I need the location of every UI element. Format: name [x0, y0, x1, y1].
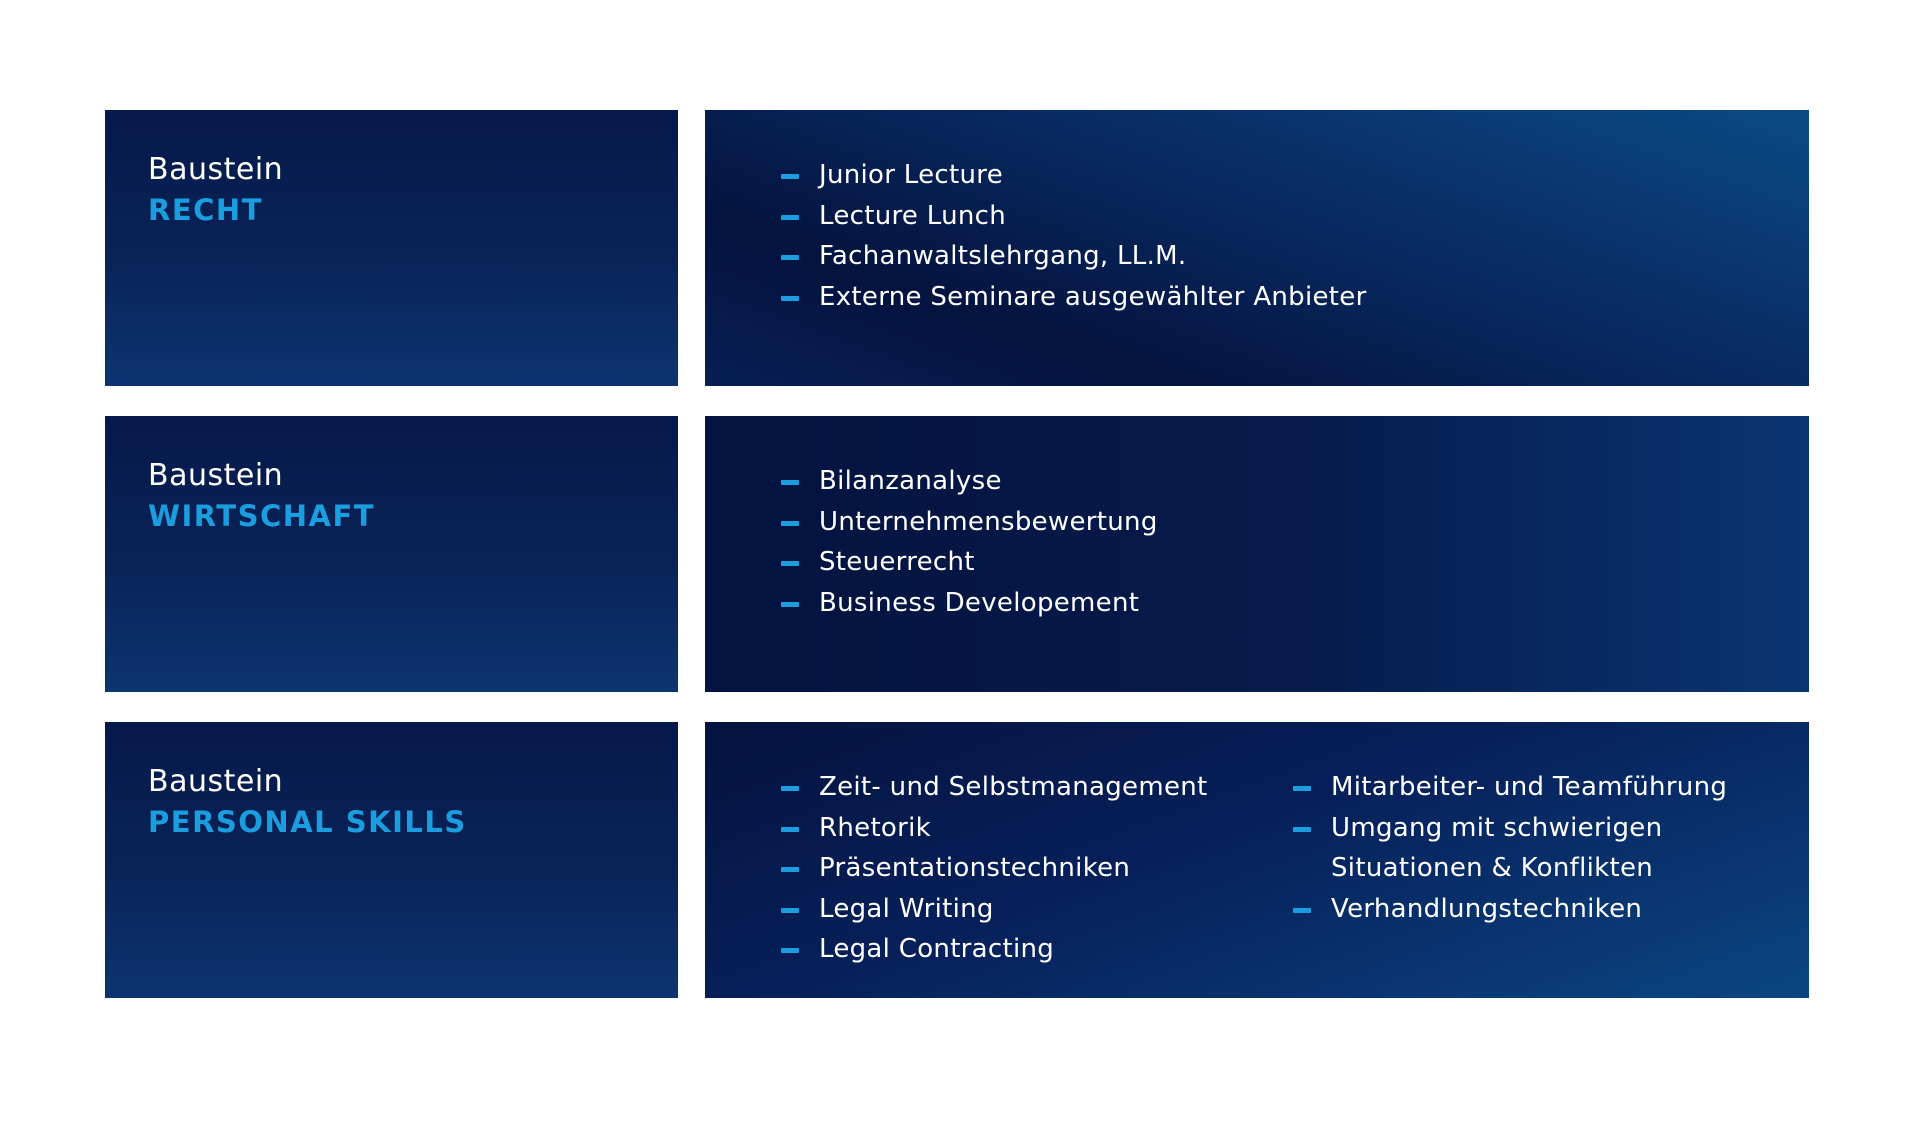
topic-list-left: [781, 767, 1208, 970]
block-label-panel: [105, 416, 678, 692]
list-item: [781, 461, 1809, 502]
list-item: [781, 929, 1208, 970]
list-item-label: Mitarbeiter- und Teamführung: [1331, 772, 1728, 802]
dash-bullet-icon: [781, 948, 799, 953]
block-label-panel: [105, 110, 678, 386]
list-item-label: Steuerrecht: [819, 547, 975, 577]
list-item: [781, 542, 1809, 583]
list-item: [1293, 767, 1727, 808]
block-wirtschaft: [105, 416, 1809, 692]
dash-bullet-icon: [781, 561, 799, 566]
list-item-label: Verhandlungstechniken: [1331, 893, 1643, 924]
list-item: [781, 236, 1809, 277]
list-item: [781, 848, 1208, 889]
list-item-label: Lecture Lunch: [819, 200, 1007, 231]
topic-list-right: [1293, 767, 1727, 929]
list-item: [781, 155, 1809, 196]
list-item-label: Legal Contracting: [819, 934, 1055, 964]
dash-bullet-icon: [781, 908, 799, 913]
list-item: [1293, 808, 1727, 889]
dash-bullet-icon: [781, 521, 799, 526]
block-kicker: Baustein: [148, 458, 284, 493]
list-item: [781, 767, 1208, 808]
list-item: [781, 889, 1208, 930]
block-kicker: Baustein: [148, 152, 284, 187]
topic-list: [781, 461, 1809, 623]
dash-bullet-icon: [781, 786, 799, 791]
dash-bullet-icon: [781, 602, 799, 607]
dash-bullet-icon: [781, 827, 799, 832]
dash-bullet-icon: [1293, 908, 1311, 913]
block-content-panel: [705, 416, 1809, 692]
list-item: [781, 583, 1809, 624]
block-title: WIRTSCHAFT: [148, 499, 376, 533]
list-item-label: Unternehmensbewertung: [819, 506, 1158, 537]
list-item-label: Rhetorik: [819, 812, 932, 843]
list-item-label: Bilanzanalyse: [819, 466, 1002, 496]
dash-bullet-icon: [1293, 786, 1311, 791]
block-content-panel: [705, 110, 1809, 386]
list-item: [781, 502, 1809, 543]
dash-bullet-icon: [1293, 827, 1311, 832]
dash-bullet-icon: [781, 215, 799, 220]
topic-list: [781, 155, 1809, 317]
list-item: [1293, 889, 1727, 930]
list-item: [781, 196, 1809, 237]
dash-bullet-icon: [781, 174, 799, 179]
block-label-panel: [105, 722, 678, 998]
dash-bullet-icon: [781, 480, 799, 485]
list-item-label-continued: Situationen & Konflikten: [1331, 853, 1654, 883]
list-item: [781, 277, 1809, 318]
block-content-panel: [705, 722, 1809, 998]
list-item-label: Externe Seminare ausgewählter Anbieter: [819, 281, 1367, 312]
block-kicker: Baustein: [148, 764, 284, 799]
list-item-label: Business Developement: [819, 587, 1140, 618]
dash-bullet-icon: [781, 867, 799, 872]
list-item: [781, 808, 1208, 849]
block-title: RECHT: [148, 193, 263, 227]
dash-bullet-icon: [781, 255, 799, 260]
list-item-label: Junior Lecture: [819, 160, 1004, 190]
dash-bullet-icon: [781, 296, 799, 301]
list-item-label: Umgang mit schwierigen: [1331, 812, 1663, 843]
list-item-label: Präsentationstechniken: [819, 853, 1131, 883]
block-recht: [105, 110, 1809, 386]
block-title: PERSONAL SKILLS: [148, 805, 467, 839]
list-item-label: Legal Writing: [819, 893, 994, 924]
list-item-label: Zeit- und Selbstmanagement: [819, 772, 1208, 802]
block-personal-skills: [105, 722, 1809, 998]
list-item-label: Fachanwaltslehrgang, LL.M.: [819, 241, 1187, 271]
